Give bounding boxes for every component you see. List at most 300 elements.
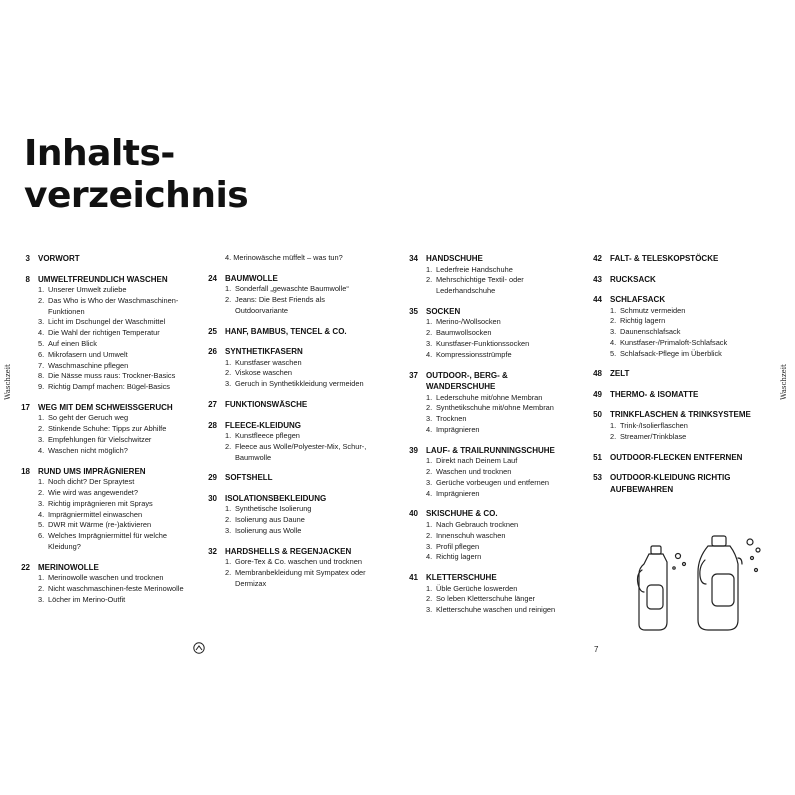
subitem-title: Jeans: Die Best Friends als Outdoorvariante <box>235 295 325 315</box>
toc-subitem[interactable] <box>396 265 576 276</box>
subitem-title: Lederfreie Handschuhe <box>436 264 513 274</box>
toc-subitem[interactable] <box>8 520 188 531</box>
section-page-number: 22 <box>21 562 30 572</box>
toc-section-heading[interactable] <box>8 562 188 574</box>
subitem-number: 2. <box>225 568 232 578</box>
toc-subitem[interactable] <box>396 403 576 414</box>
toc-subitem[interactable] <box>8 531 188 553</box>
subitem-title: Gore-Tex & Co. waschen und trocknen <box>235 557 362 567</box>
toc-section-heading[interactable] <box>580 274 760 286</box>
subitem-title: Welches Imprägniermittel für welche Kleidung? <box>48 531 167 551</box>
subitem-title: Baumwollsocken <box>436 328 492 338</box>
section-title: KLETTERSCHUHE <box>426 573 497 583</box>
toc-section-heading[interactable] <box>396 508 576 520</box>
section-title: OUTDOOR-FLECKEN ENTFERNEN <box>610 452 743 462</box>
toc-section-heading[interactable] <box>195 493 375 505</box>
subitem-title: Imprägniermittel einwaschen <box>48 509 143 519</box>
subitem-title: Kunstfaser waschen <box>235 357 302 367</box>
subitem-title: So leben Kletterschuhe länger <box>436 594 536 604</box>
toc-subitem[interactable] <box>8 595 188 606</box>
toc-subitem[interactable] <box>396 531 576 542</box>
subitem-number: 1. <box>38 285 45 294</box>
section-page-number: 37 <box>409 370 418 380</box>
toc-subitems <box>8 477 188 553</box>
toc-section-heading[interactable] <box>580 409 760 421</box>
section-page-number: 50 <box>593 410 602 420</box>
subitem-number: 2. <box>38 295 45 305</box>
subitem-title: Richtig imprägnieren mit Sprays <box>48 498 153 508</box>
toc-subitem[interactable] <box>396 317 576 328</box>
toc-subitem[interactable] <box>396 456 576 467</box>
subitem-title: Gerüche vorbeugen und entfernen <box>436 477 549 487</box>
subitem-number: 1. <box>225 504 232 514</box>
subitem-title: Die Nässe muss raus: Trockner-Basics <box>48 371 176 381</box>
subitem-number: 4. <box>38 328 45 338</box>
subitem-number: 3. <box>38 435 45 445</box>
toc-section-heading[interactable] <box>580 452 760 464</box>
toc-subitem[interactable] <box>8 573 188 584</box>
subitem-number: 3. <box>225 526 232 536</box>
subitem-title: Waschen nicht möglich? <box>48 445 128 455</box>
toc-subitem[interactable] <box>195 557 375 568</box>
subitem-number: 2. <box>426 467 433 477</box>
toc-subitem[interactable] <box>396 425 576 436</box>
toc-subitem[interactable] <box>195 568 375 590</box>
subitem-number: 4. <box>610 337 617 347</box>
subitem-title: Wie wird was angewendet? <box>48 487 138 497</box>
subitem-number: 4. <box>426 488 433 498</box>
toc-section-heading[interactable] <box>580 253 760 265</box>
subitem-number: 1. <box>38 413 45 423</box>
subitem-title: Daunenschlafsack <box>620 327 681 337</box>
subitem-title: Richtig lagern <box>436 552 482 562</box>
section-title: OUTDOOR-, BERG- & WANDERSCHUHE <box>426 370 508 392</box>
section-page-number: 53 <box>593 473 602 483</box>
subitem-title: Fleece aus Wolle/Polyester-Mix, Schur-, Baumwolle <box>235 441 367 462</box>
subitem-title: So geht der Geruch weg <box>48 413 129 423</box>
toc-section-heading[interactable] <box>580 368 760 380</box>
toc-subitem[interactable] <box>8 350 188 361</box>
subitem-title: Waschen und trocknen <box>436 467 512 477</box>
subitem-number: 3. <box>610 327 617 337</box>
subitem-number: 2. <box>426 403 433 413</box>
section-title: TRINKFLASCHEN & TRINKSYSTEME <box>610 410 751 420</box>
toc-section <box>8 466 188 553</box>
toc-subitem[interactable] <box>8 510 188 521</box>
section-page-number: 44 <box>593 295 602 304</box>
toc-subitem[interactable] <box>195 368 375 379</box>
toc-subitem[interactable] <box>396 350 576 361</box>
subitem-number: 1. <box>610 420 617 430</box>
subitem-title: Richtig lagern <box>620 316 666 326</box>
toc-section-heading[interactable] <box>195 420 375 432</box>
toc-subitem[interactable] <box>8 435 188 446</box>
subitem-title: Viskose waschen <box>235 368 292 378</box>
toc-subitems <box>580 306 760 360</box>
toc-subitem[interactable] <box>396 328 576 339</box>
title-line-2: verzeichnis <box>24 175 249 216</box>
toc-section-heading[interactable] <box>195 326 375 338</box>
subitem-title: Kunstfaser-Funktionssocken <box>436 338 530 348</box>
toc-subitem[interactable] <box>396 584 576 595</box>
subitem-number: 3. <box>426 477 433 487</box>
toc-subitem[interactable] <box>580 327 760 338</box>
subitem-number: 1. <box>225 557 232 567</box>
toc-subitem[interactable] <box>8 488 188 499</box>
toc-section <box>195 420 375 464</box>
toc-subitem[interactable] <box>8 413 188 424</box>
toc-subitem[interactable] <box>396 605 576 616</box>
subitem-number: 3. <box>426 338 433 348</box>
section-page-number: 17 <box>21 402 30 412</box>
toc-subitem[interactable] <box>8 382 188 393</box>
toc-subitem[interactable] <box>396 542 576 553</box>
section-page-number: 42 <box>593 254 602 263</box>
toc-subitem[interactable] <box>396 275 576 297</box>
toc-section <box>195 472 375 484</box>
toc-section <box>195 346 375 390</box>
toc-subitems <box>396 584 576 616</box>
side-label-left: Waschzeit <box>3 364 12 400</box>
toc-section <box>8 274 188 393</box>
toc-section <box>580 389 760 401</box>
subitem-number: 3. <box>426 414 433 424</box>
subitem-title: Licht im Dschungel der Waschmittel <box>48 317 166 327</box>
subitem-title: DWR mit Wärme (re-)aktivieren <box>48 520 152 530</box>
toc-section-heading[interactable] <box>8 402 188 414</box>
toc-subitem[interactable] <box>195 284 375 295</box>
subitem-number: 1. <box>426 317 433 327</box>
section-title: RUCKSACK <box>610 274 656 284</box>
section-title: RUND UMS IMPRÄGNIEREN <box>38 466 146 476</box>
section-title: ZELT <box>610 369 630 379</box>
toc-section-heading[interactable] <box>195 399 375 411</box>
subitem-title: Trocknen <box>436 414 467 424</box>
section-page-number: 41 <box>409 573 418 583</box>
subitem-title: Löcher im Merino-Outfit <box>48 594 126 604</box>
toc-section-heading[interactable] <box>396 572 576 584</box>
toc-subitem[interactable] <box>580 432 760 443</box>
subitem-title: Synthetische Isolierung <box>235 504 312 514</box>
subitem-number: 3. <box>38 594 45 604</box>
section-title: ISOLATIONSBEKLEIDUNG <box>225 493 327 503</box>
toc-section-heading[interactable] <box>396 253 576 265</box>
toc-section-heading[interactable] <box>195 546 375 558</box>
subitem-title: Das Who is Who der Waschmaschinen-Funktionen <box>48 295 179 316</box>
section-page-number: 51 <box>593 452 602 462</box>
subitem-title: Streamer/Trinkblase <box>620 431 687 441</box>
subitem-title: Kletterschuhe waschen und reinigen <box>436 605 556 615</box>
subitem-title: Mehrschichtige Textil- oder Lederhandschuhe <box>436 275 524 296</box>
section-title: SOCKEN <box>426 306 461 316</box>
toc-section <box>396 253 576 297</box>
section-title: HANDSCHUHE <box>426 254 483 263</box>
subitem-number: 5. <box>38 338 45 348</box>
toc-subitem[interactable] <box>396 552 576 563</box>
subitem-number: 1. <box>38 573 45 583</box>
subitem-title: Unserer Umwelt zuliebe <box>48 285 127 294</box>
subitem-number: 3. <box>426 605 433 615</box>
section-page-number: 39 <box>409 445 418 455</box>
subitem-number: 4. <box>426 349 433 359</box>
title-line-1: Inhalts- <box>24 133 175 174</box>
section-title: SOFTSHELL <box>225 473 273 483</box>
subitem-number: 2. <box>426 530 433 540</box>
toc-subitem[interactable] <box>396 467 576 478</box>
toc-section <box>580 472 760 495</box>
section-page-number: 28 <box>208 420 217 430</box>
page-title <box>24 133 248 217</box>
section-page-number: 3 <box>25 254 30 263</box>
section-page-number: 35 <box>409 306 418 316</box>
subitem-number: 2. <box>610 316 617 326</box>
toc-subitem[interactable] <box>8 339 188 350</box>
subitem-number: 5. <box>610 348 617 358</box>
toc-subitems <box>396 317 576 360</box>
subitem-number: 4. <box>38 445 45 455</box>
subitem-number: 2. <box>225 515 232 525</box>
section-page-number: 30 <box>208 493 217 503</box>
subitem-title: Auf einen Blick <box>48 338 97 348</box>
subitem-number: 3. <box>426 541 433 551</box>
toc-subitem[interactable] <box>195 526 375 537</box>
subitem-number: 2. <box>225 441 232 451</box>
subitem-number: 2. <box>225 295 232 305</box>
subitem-title: Schmutz vermeiden <box>620 305 686 315</box>
subitem-number: 4. <box>426 424 433 434</box>
toc-subitem[interactable] <box>396 489 576 500</box>
toc-subitem[interactable] <box>8 296 188 318</box>
section-title: VORWORT <box>38 254 80 263</box>
toc-section-heading[interactable] <box>8 274 188 286</box>
section-page-number: 49 <box>593 389 602 399</box>
toc-subitem[interactable] <box>195 358 375 369</box>
subitem-title: Synthetikschuhe mit/ohne Membran <box>436 403 554 413</box>
toc-section-heading[interactable] <box>396 370 576 393</box>
subitem-title: Stinkende Schuhe: Tipps zur Abhilfe <box>48 424 167 434</box>
toc-subitem[interactable] <box>580 338 760 349</box>
toc-section-heading[interactable] <box>396 445 576 457</box>
toc-subitem[interactable] <box>396 414 576 425</box>
section-title: SYNTHETIKFASERN <box>225 347 303 357</box>
section-page-number: 8 <box>25 274 30 284</box>
subitem-title: Innenschuh waschen <box>436 530 506 540</box>
subitem-title: Merinowolle waschen und trocknen <box>48 573 164 583</box>
subitem-title: Richtig Dampf machen: Bügel-Basics <box>48 382 170 392</box>
toc-subitem[interactable] <box>8 328 188 339</box>
subitem-number: 9. <box>38 382 45 392</box>
subitem-number: 1. <box>426 583 433 593</box>
section-page-number: 18 <box>21 466 30 476</box>
detergent-bottles-illustration <box>632 530 772 640</box>
subitem-number: 1. <box>426 264 433 274</box>
subitem-title: Üble Gerüche loswerden <box>436 583 518 593</box>
toc-subitems <box>580 421 760 443</box>
toc-section <box>396 572 576 616</box>
toc-subitem[interactable] <box>195 431 375 442</box>
toc-column-2 <box>195 253 375 599</box>
section-page-number: 29 <box>208 473 217 483</box>
subitem-number: 2. <box>38 487 45 497</box>
subitem-number: 1. <box>426 519 433 529</box>
subitem-number: 2. <box>610 431 617 441</box>
toc-subitem[interactable] <box>8 371 188 382</box>
toc-subitem[interactable] <box>195 295 375 317</box>
toc-section-heading[interactable] <box>8 466 188 478</box>
subitem-number: 2. <box>426 594 433 604</box>
section-title: UMWELTFREUNDLICH WASCHEN <box>38 274 168 284</box>
subitem-number: 2. <box>426 328 433 338</box>
toc-subitem[interactable] <box>396 594 576 605</box>
toc-section-heading[interactable] <box>195 472 375 484</box>
toc-subitem[interactable] <box>580 421 760 432</box>
toc-column-1 <box>8 253 188 615</box>
toc-subitem[interactable] <box>580 306 760 317</box>
subitem-number: 1. <box>38 477 45 487</box>
toc-section-heading[interactable] <box>580 472 760 495</box>
section-page-number: 48 <box>593 369 602 379</box>
subitem-title: Imprägnieren <box>436 424 480 434</box>
subitem-number: 4. <box>38 509 45 519</box>
toc-subitems <box>396 456 576 499</box>
toc-subitems <box>195 504 375 536</box>
toc-subitems <box>195 431 375 463</box>
section-title: HANF, BAMBUS, TENCEL & CO. <box>225 326 347 336</box>
toc-section <box>580 253 760 265</box>
toc-section <box>195 546 375 590</box>
section-page-number: 32 <box>208 546 217 556</box>
subitem-number: 3. <box>38 317 45 327</box>
section-title: HARDSHELLS & REGENJACKEN <box>225 546 352 556</box>
publisher-logo-icon <box>193 642 205 654</box>
toc-subitem[interactable] <box>8 477 188 488</box>
toc-subitem[interactable] <box>396 520 576 531</box>
toc-subitem[interactable] <box>195 379 375 390</box>
toc-subitem[interactable] <box>195 442 375 464</box>
toc-section-heading[interactable] <box>195 273 375 285</box>
toc-subitem[interactable] <box>396 393 576 404</box>
toc-section <box>195 273 375 317</box>
subitem-title: Geruch in Synthetikkleidung vermeiden <box>235 379 364 389</box>
subitem-title: Kunstfaser-/Primaloft-Schlafsack <box>620 337 728 347</box>
toc-section <box>8 253 188 265</box>
section-title: SKISCHUHE & CO. <box>426 509 498 519</box>
toc-subitem[interactable] <box>580 316 760 327</box>
toc-subitem[interactable] <box>8 285 188 296</box>
toc-section-heading[interactable] <box>195 346 375 358</box>
subitem-number: 4. <box>426 552 433 562</box>
toc-subitem[interactable] <box>580 349 760 360</box>
subitem-number: 1. <box>225 357 232 367</box>
subitem-number: 6. <box>38 349 45 359</box>
toc-subitems <box>396 265 576 297</box>
toc-column-4 <box>580 253 760 504</box>
toc-section <box>195 399 375 411</box>
section-title: BAUMWOLLE <box>225 273 278 283</box>
toc-section-heading[interactable] <box>8 253 188 265</box>
toc-subitems <box>8 573 188 605</box>
subitem-number: 7. <box>38 360 45 370</box>
subitem-title: Empfehlungen für Vielschwitzer <box>48 435 152 445</box>
side-label-right: Waschzeit <box>779 364 788 400</box>
subitem-title: Schlafsack-Pflege im Überblick <box>620 348 722 358</box>
subitem-number: 3. <box>38 498 45 508</box>
toc-subitem[interactable] <box>8 499 188 510</box>
subitem-number: 6. <box>38 531 45 541</box>
subitem-number: 2. <box>38 584 45 594</box>
subitem-number: 8. <box>38 371 45 381</box>
subitem-title: Imprägnieren <box>436 488 480 498</box>
toc-section-heading[interactable] <box>396 306 576 318</box>
subitem-title: Sonderfall „gewaschte Baumwolle“ <box>235 284 349 294</box>
toc-section <box>580 274 760 286</box>
section-title: OUTDOOR-KLEIDUNG RICHTIG AUFBEWAHREN <box>610 473 731 494</box>
subitem-title: Isolierung aus Wolle <box>235 526 302 536</box>
subitem-title: Profil pflegen <box>436 541 480 551</box>
toc-column-3 <box>396 253 576 625</box>
subitem-title: Nicht waschmaschinen-feste Merinowolle <box>48 584 184 594</box>
toc-subitems <box>8 285 188 393</box>
toc-subitem[interactable] <box>8 424 188 435</box>
section-title: SCHLAFSACK <box>610 295 666 304</box>
subitem-title: Mikrofasern und Umwelt <box>48 349 128 359</box>
toc-subitem[interactable] <box>8 317 188 328</box>
toc-section-heading[interactable] <box>580 294 760 306</box>
toc-section <box>8 562 188 606</box>
subitem-number: 5. <box>38 520 45 530</box>
subitem-title: Waschmaschine pflegen <box>48 360 129 370</box>
section-page-number: 40 <box>409 509 418 519</box>
toc-subitems <box>396 393 576 436</box>
section-title: FUNKTIONSWÄSCHE <box>225 400 308 410</box>
section-title: LAUF- & TRAILRUNNINGSCHUHE <box>426 445 555 455</box>
subitem-number: 2. <box>38 424 45 434</box>
toc-subitem[interactable] <box>396 339 576 350</box>
toc-subitems <box>396 520 576 563</box>
subitem-number: 1. <box>225 284 232 294</box>
toc-subitem[interactable] <box>195 504 375 515</box>
subitem-number: 1. <box>426 392 433 402</box>
toc-section <box>580 452 760 464</box>
subitem-title: Die Wahl der richtigen Temperatur <box>48 328 160 338</box>
toc-subitems <box>195 358 375 390</box>
toc-section-heading[interactable] <box>580 389 760 401</box>
toc-section <box>396 445 576 500</box>
toc-section <box>195 493 375 537</box>
section-title: FALT- & TELESKOPSTÖCKE <box>610 254 719 263</box>
toc-subitem[interactable] <box>8 446 188 457</box>
subitem-number: 1. <box>426 456 433 466</box>
toc-section <box>396 370 576 436</box>
subitem-number: 1. <box>225 431 232 441</box>
toc-continuation-item[interactable]: 4. Merinowäsche müffelt – was tun? <box>225 253 343 262</box>
toc-subitem[interactable] <box>8 361 188 372</box>
subitem-title: Direkt nach Deinem Lauf <box>436 456 518 466</box>
toc-section <box>580 294 760 359</box>
section-title: WEG MIT DEM SCHWEISSGERUCH <box>38 402 173 412</box>
toc-subitem[interactable] <box>8 584 188 595</box>
section-page-number: 27 <box>208 400 217 410</box>
toc-subitem[interactable] <box>396 478 576 489</box>
toc-subitems <box>195 557 375 589</box>
subitem-title: Nach Gebrauch trocknen <box>436 519 519 529</box>
toc-subitems <box>195 284 375 316</box>
toc-subitem[interactable] <box>195 515 375 526</box>
page-number: 7 <box>594 645 599 654</box>
subitem-title: Kompressionsstrümpfe <box>436 349 512 359</box>
subitem-title: Merino-/Wollsocken <box>436 317 501 327</box>
subitem-title: Noch dicht? Der Spraytest <box>48 477 135 487</box>
